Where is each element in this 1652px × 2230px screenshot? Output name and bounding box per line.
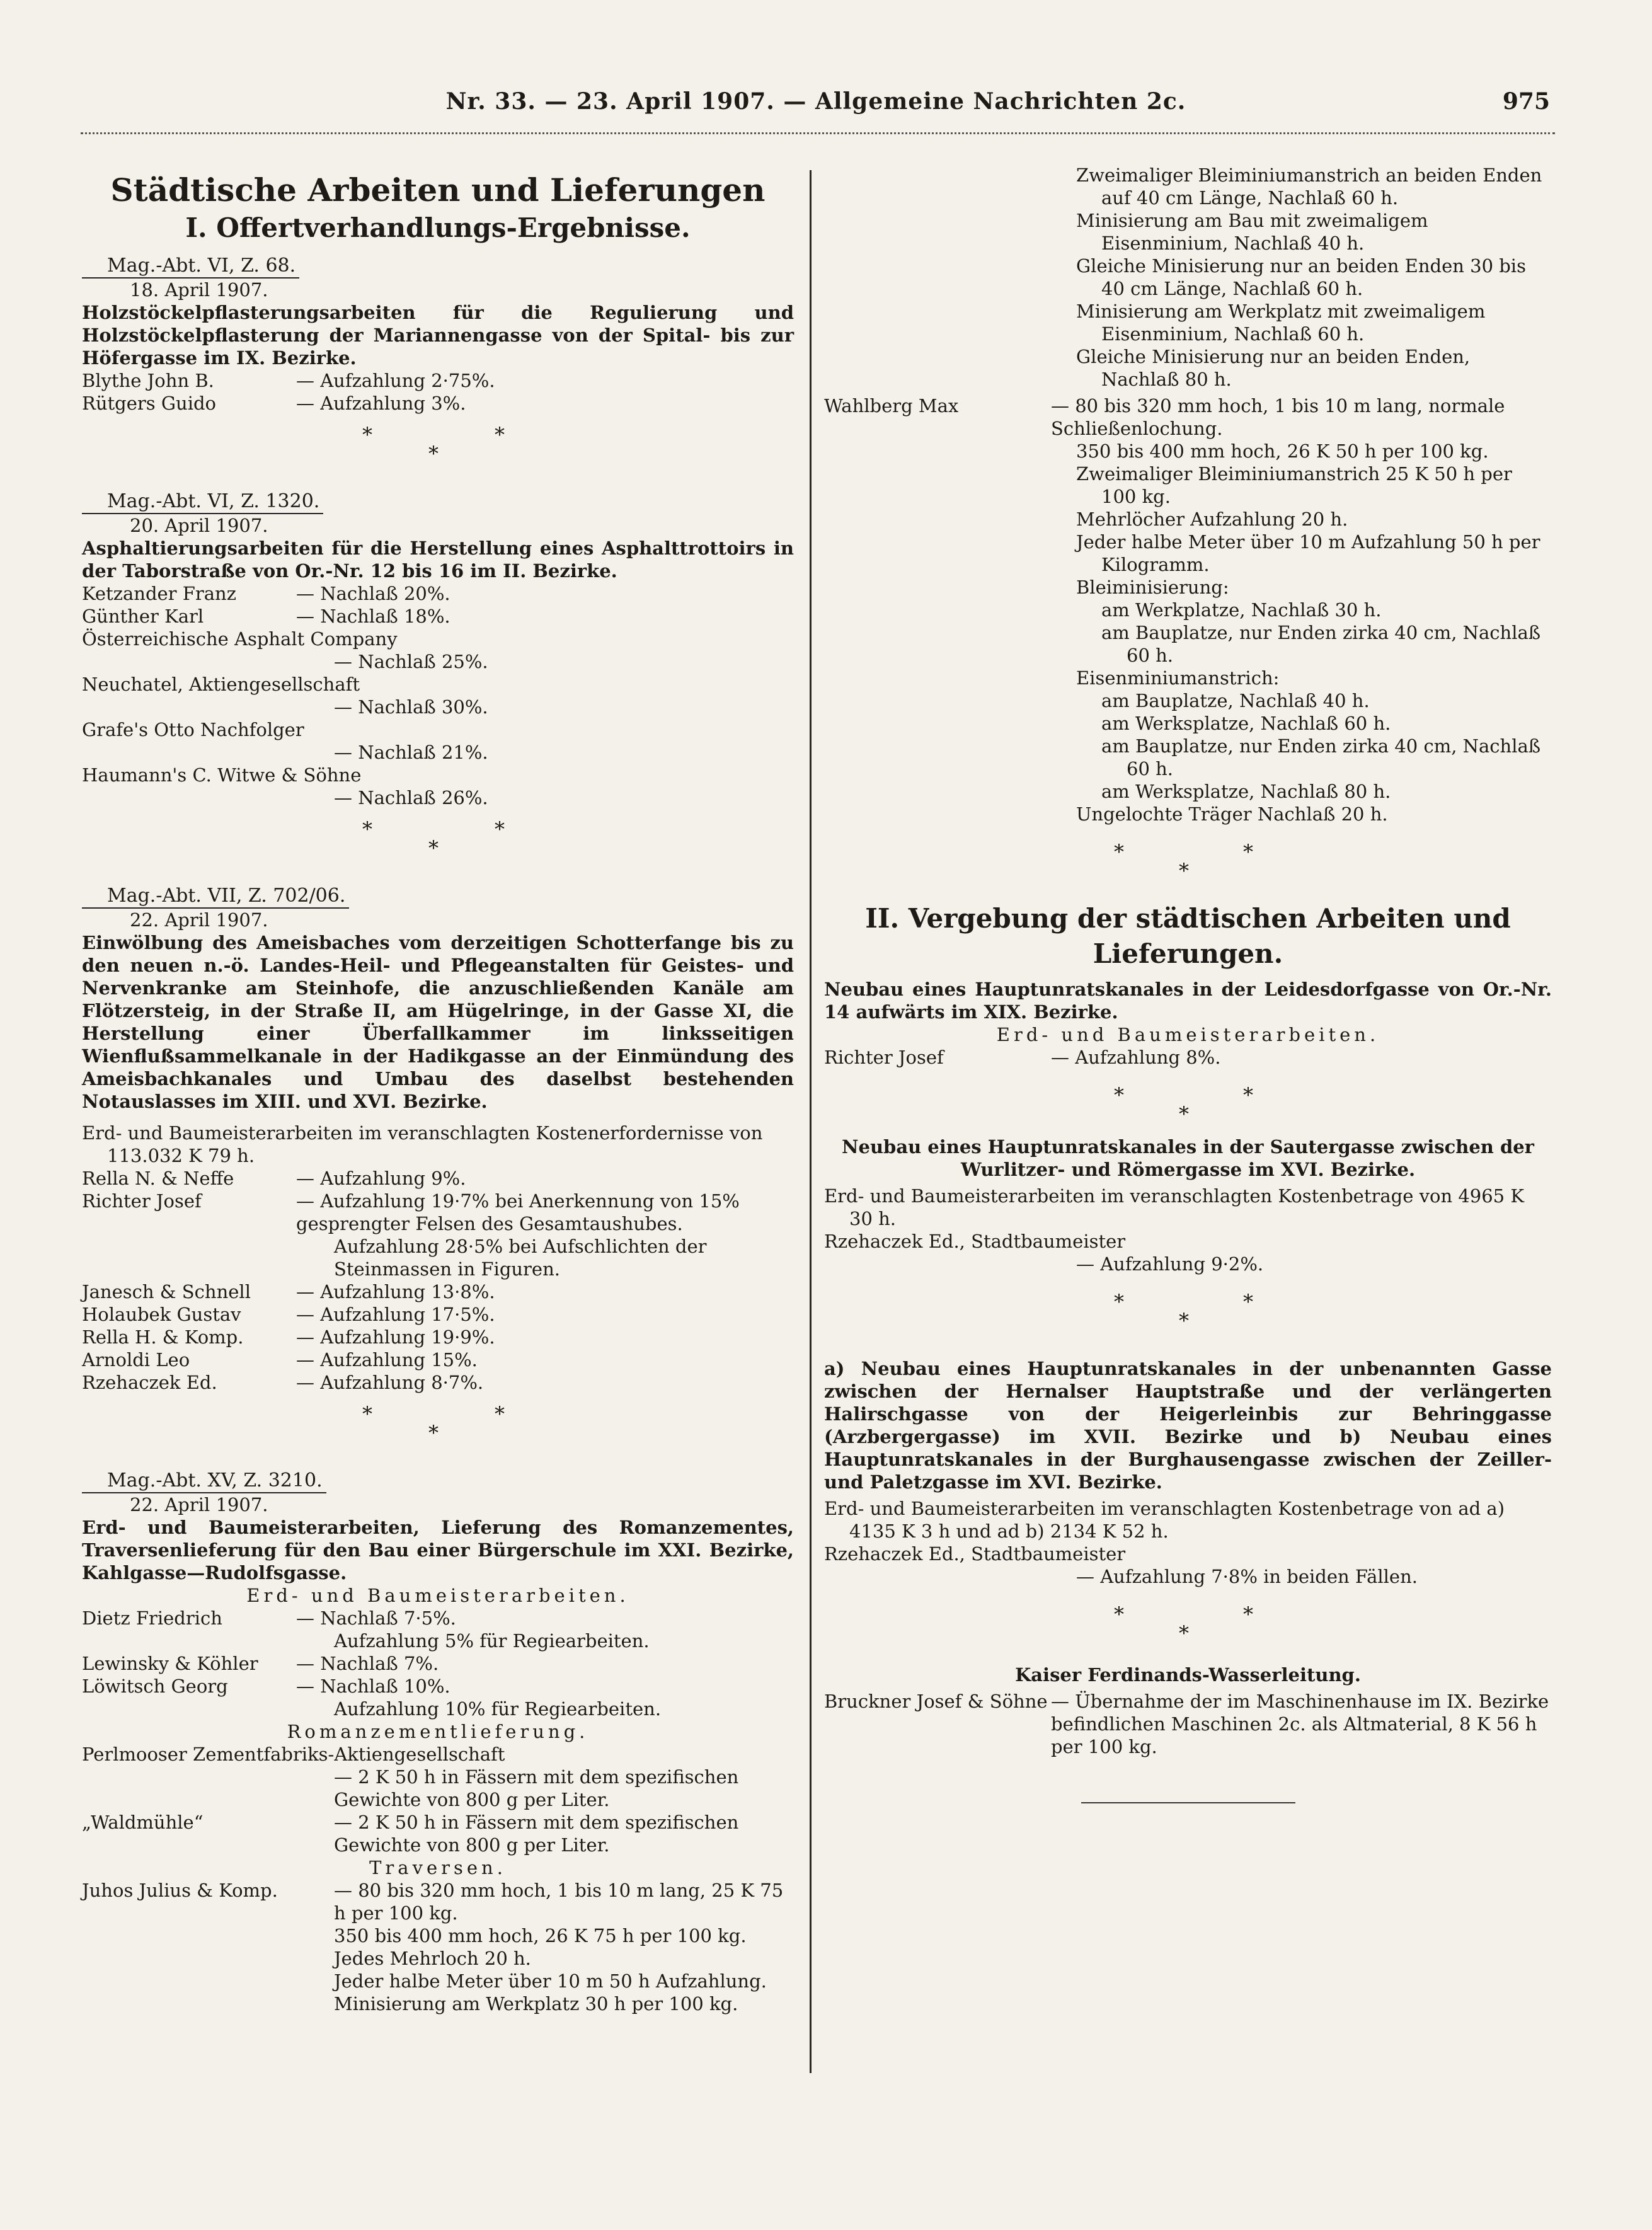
- subheading: Erd- und Baumeisterarbeiten.: [246, 1585, 629, 1606]
- subsection-title: I. Offertverhandlungs-Ergebnisse.: [185, 212, 691, 243]
- bidder: Blythe John B.: [82, 370, 214, 391]
- separator-stars: * * *: [1114, 840, 1253, 883]
- entry-3: [82, 876, 794, 1394]
- entry-1: [82, 246, 794, 415]
- bid-row: Rella H. & Komp. — Aufzahlung 19·9%.: [82, 1326, 495, 1348]
- bid-extra: Minisierung am Werkplatz 30 h per 100 kg.: [334, 1993, 738, 2014]
- end-rule: [1081, 1802, 1295, 1803]
- bidder: Grafe's Otto Nachfolger: [82, 719, 304, 740]
- separator-stars: * * *: [1114, 1602, 1253, 1645]
- bid: — Nachlaß 26%.: [334, 787, 488, 808]
- bid-row: Juhos Julius & Komp. — 80 bis 320 mm hoch, 1 bis 10 m lang, 25 K 75 h per 100 kg.: [82, 1880, 784, 1924]
- entry-date: 20. April 1907.: [130, 515, 268, 536]
- contract-3: a) Neubau eines Hauptunratskanales in der unbenannten Gasse zwischen der Hernalser Hauptstraße und der verlängerten Halirschgasse von der Heigerleinbis zur Behringgasse (Arzbergergasse) im XVII. Bezirke und b) Neubau eines Hauptunratskanales in der Burghausengasse zwischen der Zeiller- und Paletzgasse im XVI. Bezirke. Erd- und Baumeisterarbeiten im veranschlagten Kostenbetrage von ad a) 4135 K 3 h und ad b) 2134 K 52 h. Rzehaczek Ed., Stadtbaumeister — Aufzahlung 7·8% in beiden Fällen.: [824, 1358, 1552, 1587]
- entry-desc: Holzstöckelpflasterungsarbeiten für die Regulierung und Holzstöckelpflasterung der Mariannengasse von der Spital- bis zur Höfergasse im IX. Bezirke.: [82, 302, 794, 369]
- entry-ref: Mag.-Abt. VII, Z. 702/06.: [82, 885, 349, 909]
- bid-row: Wahlberg Max — 80 bis 320 mm hoch, 1 bis 10 m lang, normale Schließenlochung.: [824, 395, 1505, 439]
- header-title: Nr. 33. — 23. April 1907. — Allgemeine Nachrichten 2c.: [445, 88, 1186, 115]
- bid-row: Dietz Friedrich — Nachlaß 7·5%.: [82, 1607, 456, 1629]
- bidder: Perlmooser Zementfabriks-Aktiengesellschaft: [82, 1744, 505, 1765]
- page-header: [82, 88, 1550, 126]
- bid-extra: Jeder halbe Meter über 10 m 50 h Aufzahlung.: [334, 1970, 767, 1992]
- bid-row: „Waldmühle“ — 2 K 50 h in Fässern mit dem spezifischen Gewichte von 800 g per Liter.: [82, 1812, 739, 1856]
- entry-date: 18. April 1907.: [130, 279, 268, 301]
- bidder: Österreichische Asphalt Company: [82, 628, 398, 650]
- entry-date: 22. April 1907.: [130, 1494, 268, 1515]
- bid-row: Holaubek Gustav — Aufzahlung 17·5%.: [82, 1304, 495, 1325]
- entry-2: [82, 481, 794, 809]
- bid-row: Richter Josef — Aufzahlung 19·7% bei Anerkennung von 15% gesprengter Felsen des Gesamtaushubes.: [82, 1190, 740, 1234]
- entry-desc: Erd- und Baumeisterarbeiten, Lieferung des Romanzementes, Traversenlieferung für den Bau einer Bürgerschule im XXI. Bezirke, Kahlgasse—Rudolfsgasse.: [82, 1517, 794, 1583]
- column-divider: [810, 170, 812, 2073]
- section-title: Städtische Arbeiten und Lieferungen: [110, 171, 766, 209]
- bid: — Nachlaß 30%.: [334, 696, 488, 718]
- bidder: Rütgers Guido: [82, 393, 216, 414]
- bid-row: [82, 392, 794, 415]
- separator-stars: * * *: [362, 817, 505, 860]
- bid-extra: Aufzahlung 10% für Regiearbeiten.: [334, 1698, 662, 1720]
- header-rule: [81, 132, 1555, 141]
- bid-extra: Jedes Mehrloch 20 h.: [334, 1948, 531, 1969]
- entry-ref: Mag.-Abt. VI, Z. 68.: [82, 255, 299, 279]
- page-number: 975: [1502, 88, 1550, 115]
- entry-4: [82, 1461, 794, 2015]
- entry-desc: Asphaltierungsarbeiten für die Herstellung eines Asphalttrottoirs in der Taborstraße von Or.-Nr. 12 bis 16 im II. Bezirke.: [82, 537, 794, 582]
- contract-2: Neubau eines Hauptunratskanales in der Sautergasse zwischen der Wurlitzer- und Römergasse im XVI. Bezirke. Erd- und Baumeisterarbeiten im veranschlagten Kostenbetrage von 4965 K 30 h. Rzehaczek Ed., Stadtbaumeister — Aufzahlung 9·2%.: [824, 1136, 1534, 1275]
- bid: — Nachlaß 25%.: [334, 651, 488, 672]
- bid-extra: Aufzahlung 28·5% bei Aufschlichten der Steinmassen in Figuren.: [334, 1236, 707, 1280]
- section2-title: II. Vergebung der städtischen Arbeiten und Lieferungen.: [865, 903, 1511, 969]
- bidder: Neuchatel, Aktiengesellschaft: [82, 674, 360, 695]
- bid-row: Günther Karl — Nachlaß 18%.: [82, 606, 450, 627]
- bid-row: Bruckner Josef & Söhne — Übernahme der im Maschinenhause im IX. Bezirke befindlichen Maschinen 2c. als Altmaterial, 8 K 56 h per 100 kg.: [824, 1691, 1549, 1757]
- entry-ref: Mag.-Abt. XV, Z. 3210.: [82, 1469, 326, 1493]
- bid-row: [82, 369, 794, 392]
- separator-stars: * * *: [362, 423, 505, 466]
- bid: — Nachlaß 21%.: [334, 742, 488, 763]
- entry-desc: Einwölbung des Ameisbaches vom derzeitigen Schotterfange bis zu den neuen n.-ö. Landes-Heil- und Pflegeanstalten für Geistes- und Nervenkranke am Steinhofe, die anzuschließenden Kanäle am Flötzersteig, in der Straße II, am Hügelringe, in der Gasse XI, die Herstellung einer Überfallkammer im linksseitigen Wienflußsammelkanale in der Hadikgasse an der Einmündung des Ameisbachkanales und Umbau des daselbst bestehenden Notauslasses im XIII. und XVI. Bezirke.: [82, 932, 794, 1112]
- bid: — Aufzahlung 2·75%.: [296, 370, 495, 391]
- bid-row: Löwitsch Georg — Nachlaß 10%.: [82, 1675, 450, 1697]
- bid: — Aufzahlung 3%.: [296, 393, 466, 414]
- contract-4: Kaiser Ferdinands-Wasserleitung. Bruckner Josef & Söhne — Übernahme der im Maschinenhause im IX. Bezirke befindlichen Maschinen 2c. als Altmaterial, 8 K 56 h per 100 kg.: [824, 1664, 1552, 1758]
- contract-1: Neubau eines Hauptunratskanales in der Leidesdorfgasse von Or.-Nr. 14 aufwärts im XIX. Bezirke. Erd- und Baumeisterarbeiten. Richter Josef — Aufzahlung 8%.: [824, 979, 1552, 1068]
- subheading: Traversen.: [369, 1857, 507, 1878]
- bid-extra: 350 bis 400 mm hoch, 26 K 75 h per 100 kg.: [334, 1925, 747, 1946]
- bid-row: Lewinsky & Köhler — Nachlaß 7%.: [82, 1653, 439, 1674]
- separator-stars: * * *: [1114, 1083, 1253, 1126]
- bid-row: Ketzander Franz — Nachlaß 20%.: [82, 583, 450, 604]
- cost-line: Erd- und Baumeisterarbeiten im veranschlagten Kostenerfordernisse von 113.032 K 79 h.: [82, 1122, 763, 1166]
- left-column: [82, 164, 794, 2015]
- bid-row: Richter Josef — Aufzahlung 8%.: [824, 1047, 1221, 1068]
- bid-extra: Aufzahlung 5% für Regiearbeiten.: [334, 1630, 650, 1652]
- bid-row: Rella N. & Neffe — Aufzahlung 9%.: [82, 1168, 466, 1189]
- bidder: Haumann's C. Witwe & Söhne: [82, 764, 362, 786]
- continued-lines: Zweimaliger Bleiminiumanstrich an beiden Enden auf 40 cm Länge, Nachlaß 60 h. Minisierung am Bau mit zweimaligem Eisenminium, Nachlaß 40 h. Gleiche Minisierung nur an beiden Enden 30 bis 40 cm Länge, Nachlaß 60 h. Minisierung am Werkplatz mit zweimaligem Eisenminium, Nachlaß 60 h. Gleiche Minisierung nur an beiden Enden, Nachlaß 80 h.: [1076, 164, 1542, 390]
- bid-row: Janesch & Schnell — Aufzahlung 13·8%.: [82, 1281, 495, 1302]
- bid: — 2 K 50 h in Fässern mit dem spezifischen Gewichte von 800 g per Liter.: [334, 1766, 739, 1810]
- entry-date: 22. April 1907.: [130, 909, 268, 931]
- bid-row: Rzehaczek Ed. — Aufzahlung 8·7%.: [82, 1372, 484, 1393]
- entry-ref: Mag.-Abt. VI, Z. 1320.: [82, 490, 323, 514]
- wahlberg-details: 350 bis 400 mm hoch, 26 K 50 h per 100 kg. Zweimaliger Bleiminiumanstrich 25 K 50 h per 100 kg. Mehrlöcher Aufzahlung 20 h. Jeder halbe Meter über 10 m Aufzahlung 50 h per Kilogramm. Bleiminisierung: am Werkplatze, Nachlaß 30 h. am Bauplatze, nur Enden zirka 40 cm, Nachlaß 60 h. Eisenminiumanstrich: am Bauplatze, Nachlaß 40 h. am Werksplatze, Nachlaß 60 h. am Bauplatze, nur Enden zirka 40 cm, Nachlaß 60 h. am Werksplatze, Nachlaß 80 h. Ungelochte Träger Nachlaß 20 h.: [1076, 440, 1541, 825]
- separator-stars: * * *: [362, 1402, 505, 1445]
- bid-row: Arnoldi Leo — Aufzahlung 15%.: [82, 1349, 478, 1371]
- subheading: Romanzementlieferung.: [287, 1721, 589, 1742]
- separator-stars: * * *: [1114, 1290, 1253, 1333]
- right-column: [824, 164, 1552, 1803]
